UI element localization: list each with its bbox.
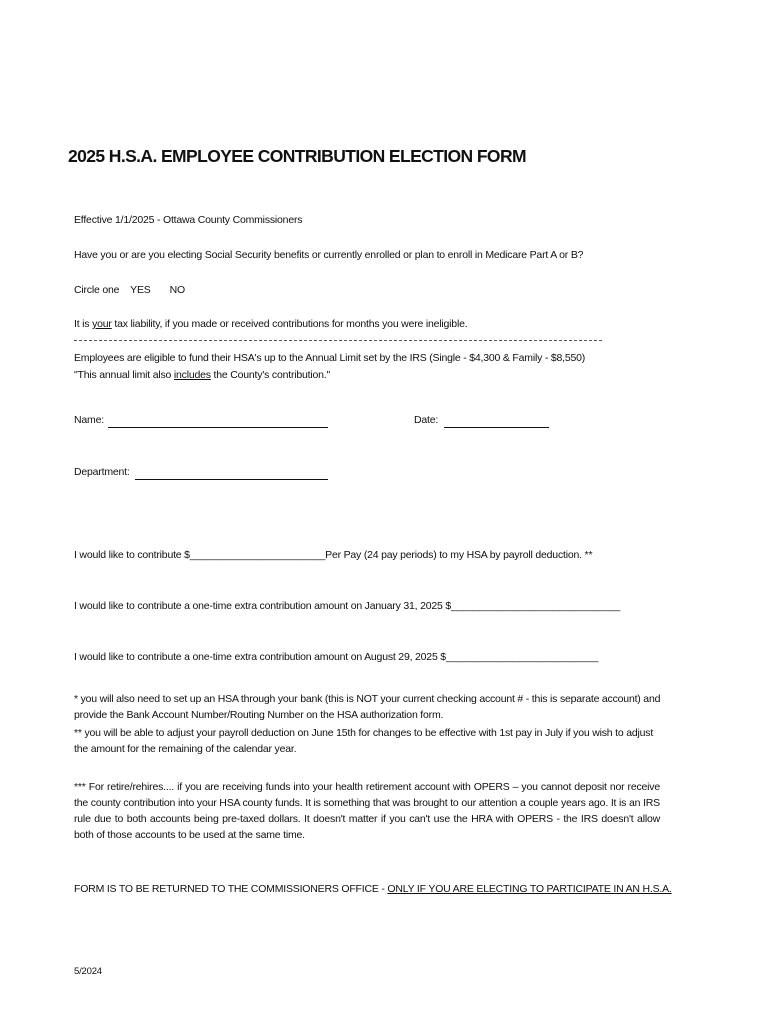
annual-limit-prefix: "This annual limit also — [74, 369, 174, 381]
footer-date: 5/2024 — [74, 966, 102, 977]
yes-option[interactable]: YES — [130, 284, 151, 296]
name-label: Name: — [74, 414, 104, 426]
department-field[interactable] — [135, 479, 328, 480]
department-label: Department: — [74, 466, 130, 478]
annual-limit-suffix: the County's contribution." — [210, 369, 331, 381]
tax-liability-text — [74, 318, 467, 331]
liability-underlined: your — [92, 318, 112, 330]
date-label: Date: — [414, 414, 439, 426]
medicare-question: Have you or are you electing Social Security benefits or currently enrolled or plan to enroll in Medicare Part A or B? — [74, 249, 584, 261]
retire-rehire-note: *** For retire/rehires.... if you are receiving funds into your health retirement account with OPERS – you cannot deposit nor receive the county contribution into your HSA county funds. It is something that was brought to our attention a couple years ago. It is an IRS rule due to both accounts being pre-taxed dollars. It doesn't matter if you can't use the HRA with OPERS - the IRS doesn't allow both of those accounts to be used at the same time. — [74, 781, 660, 841]
one-time-august-text[interactable]: I would like to contribute a one-time extra contribution amount on August 29, 2025 $___________________________ — [74, 651, 599, 663]
dashed-divider — [74, 340, 602, 341]
payroll-note: ** you will be able to adjust your payroll deduction on June 15th for changes to be effective with 1st pay in July if you wish to adjust the amount for the remaining of the calendar year. — [74, 727, 654, 755]
one-time-january-text[interactable]: I would like to contribute a one-time extra contribution amount on January 31, 2025 $______________________________ — [74, 600, 621, 612]
form-title: 2025 H.S.A. EMPLOYEE CONTRIBUTION ELECTION FORM — [68, 146, 526, 166]
date-field[interactable] — [444, 427, 549, 428]
circle-one-label: Circle one — [74, 284, 120, 296]
annual-limit-underlined: includes — [173, 369, 211, 381]
return-underlined: ONLY IF YOU ARE ELECTING TO PARTICIPATE IN AN H.S.A. — [387, 883, 672, 895]
per-pay-contribution-text[interactable]: I would like to contribute $________________________Per Pay (24 pay periods) to my HSA by payroll deduction. ** — [74, 549, 593, 561]
return-prefix: FORM IS TO BE RETURNED TO THE COMMISSIONERS OFFICE - — [74, 883, 388, 895]
circle-one-row — [74, 284, 185, 297]
return-instructions — [74, 883, 672, 896]
name-field[interactable] — [108, 427, 328, 428]
effective-date-text: Effective 1/1/2025 - Ottawa County Commissioners — [74, 214, 303, 226]
annual-limit-text — [74, 369, 330, 382]
liability-prefix: It is — [74, 318, 93, 330]
liability-suffix: tax liability, if you made or received contributions for months you were ineligible. — [111, 318, 468, 330]
no-option[interactable]: NO — [169, 284, 185, 296]
eligibility-text: Employees are eligible to fund their HSA's up to the Annual Limit set by the IRS (Single - $4,300 & Family - $8,550) — [74, 352, 586, 364]
bank-note: * you will also need to set up an HSA through your bank (this is NOT your current checking account # - this is separate account) and provide the Bank Account Number/Routing Number on the HSA authorization form. — [74, 693, 661, 721]
